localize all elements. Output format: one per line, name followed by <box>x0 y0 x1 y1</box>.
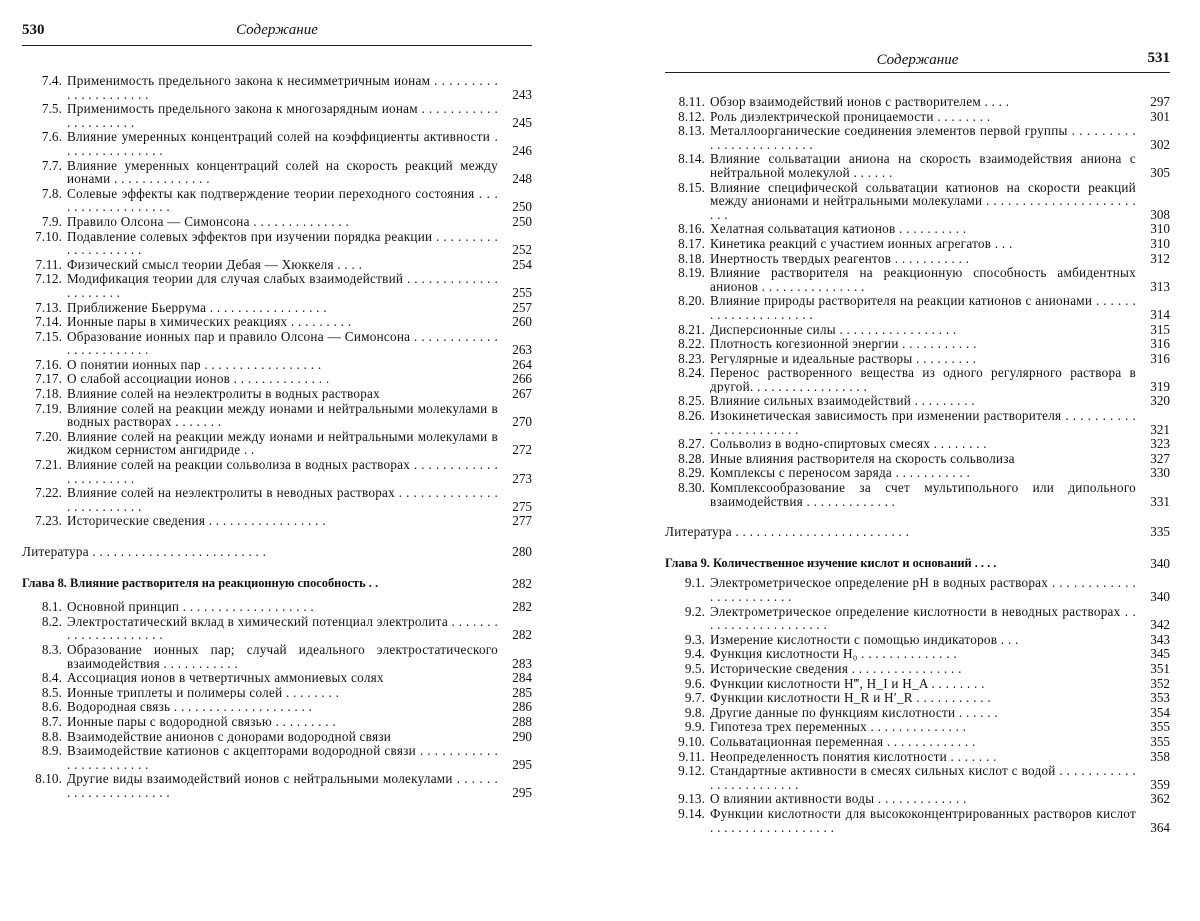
entry-number: 9.8. <box>684 704 705 720</box>
entry-page: 355 <box>1150 719 1170 735</box>
entry-page: 321 <box>1150 421 1170 437</box>
entry-page: 342 <box>1150 617 1170 633</box>
toc-entry <box>22 358 532 372</box>
entry-number: 9.2. <box>684 603 705 619</box>
entry-page: 243 <box>512 86 532 102</box>
entry-number: 7.5. <box>41 101 62 117</box>
toc-entry <box>665 720 1170 734</box>
entry-number: 9.4. <box>684 646 705 662</box>
entry-page: 248 <box>512 171 532 187</box>
entry-page: 320 <box>1150 393 1170 409</box>
header-rule <box>22 45 532 46</box>
toc-entry <box>665 181 1170 222</box>
entry-number: 9.7. <box>684 690 705 706</box>
entry-title: Другие данные по функциям кислотности . . . . . . <box>710 705 998 720</box>
entry-page: 295 <box>512 784 532 800</box>
chapter-title: Глава 9. Количественное изучение кислот и оснований . . . . <box>665 556 997 570</box>
chapter-page: 282 <box>512 575 532 591</box>
entry-title: Обзор взаимодействий ионов с растворителем . . . . <box>710 95 1010 109</box>
toc-entry <box>22 715 532 729</box>
entry-page: 263 <box>512 342 532 358</box>
entry-page: 252 <box>512 242 532 258</box>
entry-number: 7.22. <box>35 485 62 501</box>
entry-page: 285 <box>512 684 532 700</box>
toc-entry <box>665 807 1170 834</box>
toc-entry <box>665 394 1170 408</box>
page-header <box>665 0 1170 68</box>
entry-number: 9.5. <box>684 660 705 676</box>
toc-entry <box>22 74 532 101</box>
entry-page: 250 <box>512 199 532 215</box>
entry-number: 8.12. <box>678 108 705 124</box>
toc-entry <box>22 458 532 485</box>
entry-page: 290 <box>512 728 532 744</box>
entry-title: Ионные пары в химических реакциях . . . . . . . . . <box>67 315 352 329</box>
entry-page: 275 <box>512 498 532 514</box>
entry-number: 7.21. <box>35 457 62 473</box>
toc-entry <box>22 430 532 457</box>
entry-page: 302 <box>1150 136 1170 152</box>
entry-number: 8.21. <box>678 321 705 337</box>
entry-number: 8.30. <box>678 480 705 496</box>
entry-number: 9.6. <box>684 675 705 691</box>
entry-number: 9.3. <box>684 631 705 647</box>
toc-entry <box>22 159 532 186</box>
toc-entry <box>665 764 1170 791</box>
entry-page: 270 <box>512 414 532 430</box>
toc-entry <box>22 514 532 528</box>
right-page <box>665 0 1170 835</box>
toc-entry <box>22 215 532 229</box>
entry-number: 9.10. <box>678 733 705 749</box>
entry-page: 282 <box>512 627 532 643</box>
entry-title: Правило Олсона — Симонсона . . . . . . . . . . . . . . <box>67 214 349 229</box>
left-page <box>22 0 532 800</box>
entry-title: Влияние природы растворителя на реакции катионов с анионами . . . . . . . . . . . . . . . . . . . . . <box>710 294 1136 322</box>
entry-title: О влиянии активности воды . . . . . . . . . . . . . <box>710 792 967 806</box>
entry-title: О понятии ионных пар . . . . . . . . . . . . . . . . . <box>67 357 322 372</box>
entry-title: Исторические сведения . . . . . . . . . . . . . . . . <box>710 661 962 676</box>
entry-title: Взаимодействие анионов с донорами водородной связи <box>67 729 392 744</box>
entry-title: Изокинетическая зависимость при изменении растворителя . . . . . . . . . . . . . . . . . . . . . . . <box>710 409 1136 437</box>
entry-page: 267 <box>512 386 532 402</box>
entry-title: Влияние сильных взаимодействий . . . . . . . . . <box>710 394 975 409</box>
entry-title: Влияние умеренных концентраций солей на коэффициенты активности . . . . . . . . . . . . . . . <box>67 130 498 158</box>
entry-number: 8.3. <box>41 641 62 657</box>
entry-title: Взаимодействие катионов с акцепторами водородной связи . . . . . . . . . . . . . . . . . . . . . . . <box>67 744 498 772</box>
toc-entry <box>665 706 1170 720</box>
entry-number: 8.16. <box>678 221 705 237</box>
toc-entry <box>22 301 532 315</box>
entry-page: 254 <box>512 256 532 272</box>
entry-page: 312 <box>1150 250 1170 266</box>
toc-entry <box>665 124 1170 151</box>
toc-entry <box>22 272 532 299</box>
toc-list <box>665 95 1170 835</box>
entry-page: 288 <box>512 713 532 729</box>
entry-page: 301 <box>1150 108 1170 124</box>
toc-entry <box>22 258 532 272</box>
toc-entry <box>665 222 1170 236</box>
entry-page: 362 <box>1150 791 1170 807</box>
chapter-title: Глава 8. Влияние растворителя на реакционную способность . . <box>22 576 379 590</box>
page-header <box>22 0 532 40</box>
entry-number: 7.12. <box>35 271 62 287</box>
toc-entry <box>22 330 532 357</box>
entry-page: 308 <box>1150 206 1170 222</box>
entry-page: 286 <box>512 699 532 715</box>
entry-page: 343 <box>1150 631 1170 647</box>
entry-title: Применимость предельного закона к несимметричным ионам . . . . . . . . . . . . . . . . . . . . . <box>67 74 498 102</box>
toc-list <box>22 74 532 801</box>
literature-title: Литература . . . . . . . . . . . . . . . . . . . . . . . . . <box>22 545 267 559</box>
entry-title: Ассоциация ионов в четвертичных аммониевых солях <box>67 671 384 685</box>
entry-page: 315 <box>1150 321 1170 337</box>
spacer <box>665 541 1170 557</box>
toc-entry <box>22 671 532 685</box>
entry-page: 330 <box>1150 465 1170 481</box>
entry-title: Металлоорганические соединения элементов первой группы . . . . . . . . . . . . . . . . . . . . . . . . <box>710 124 1136 152</box>
entry-title: Образование ионных пар и правило Олсона — Симонсона . . . . . . . . . . . . . . . . . . . . . . . . <box>67 329 498 357</box>
entry-number: 9.1. <box>684 575 705 591</box>
entry-title: Измерение кислотности с помощью индикаторов . . . <box>710 632 1019 647</box>
toc-entry <box>665 366 1170 393</box>
toc-entry <box>22 643 532 670</box>
entry-title: Функции кислотности H‴, H_I и H_A . . . . . . . . <box>710 676 985 691</box>
entry-page: 245 <box>512 114 532 130</box>
entry-number: 8.20. <box>678 293 705 309</box>
entry-page: 266 <box>512 371 532 387</box>
entry-number: 8.2. <box>41 613 62 629</box>
entry-title: Гипотеза трех переменных . . . . . . . . . . . . . . <box>710 720 967 734</box>
entry-title: Исторические сведения . . . . . . . . . . . . . . . . . <box>67 514 326 528</box>
entry-page: 273 <box>512 470 532 486</box>
literature-entry <box>22 545 532 559</box>
entry-number: 8.10. <box>35 771 62 787</box>
entry-title: Основной принцип . . . . . . . . . . . . . . . . . . . <box>67 600 314 614</box>
toc-entry <box>665 792 1170 806</box>
toc-entry <box>665 481 1170 508</box>
entry-number: 8.24. <box>678 365 705 381</box>
running-title: Содержание <box>876 52 959 68</box>
entry-title: Влияние специфической сольватации катионов на скорости реакций между анионами и нейтральными молекулами . . . . . . . . . . . . . . . . . . . . . . . . <box>710 180 1136 222</box>
entry-title: Другие виды взаимодействий ионов с нейтральными молекулами . . . . . . . . . . . . . . . . . . . . . <box>67 772 498 800</box>
entry-number: 8.5. <box>41 684 62 700</box>
toc-entry <box>665 323 1170 337</box>
entry-page: 257 <box>512 299 532 315</box>
entry-title: Функция кислотности H₀ . . . . . . . . . . . . . . <box>710 647 957 661</box>
entry-title: Комплексы с переносом заряда . . . . . . . . . . . <box>710 466 971 481</box>
toc-entry <box>22 230 532 257</box>
entry-number: 7.19. <box>35 400 62 416</box>
entry-page: 354 <box>1150 704 1170 720</box>
toc-entry <box>665 252 1170 266</box>
entry-number: 9.14. <box>678 805 705 821</box>
spacer <box>22 592 532 600</box>
toc-entry <box>665 662 1170 676</box>
entry-page: 316 <box>1150 350 1170 366</box>
chapter-heading <box>665 557 1170 571</box>
entry-page: 319 <box>1150 378 1170 394</box>
entry-number: 8.11. <box>678 94 705 109</box>
entry-title: Модификация теории для случая слабых взаимодействий . . . . . . . . . . . . . . . . . . . . . <box>67 272 498 300</box>
entry-number: 7.6. <box>41 129 62 145</box>
entry-page: 364 <box>1150 819 1170 835</box>
entry-title: Приближение Бьеррума . . . . . . . . . . . . . . . . . <box>67 300 327 315</box>
toc-entry <box>665 605 1170 632</box>
entry-title: Перенос растворенного вещества из одного регулярного раствора в другой. . . . . . . . . . . . . . . . . <box>710 366 1136 394</box>
entry-number: 7.10. <box>35 228 62 244</box>
entry-title: Дисперсионные силы . . . . . . . . . . . . . . . . . <box>710 322 957 337</box>
entry-number: 8.6. <box>41 699 62 715</box>
entry-page: 340 <box>1150 589 1170 604</box>
literature-title: Литература . . . . . . . . . . . . . . . . . . . . . . . . . <box>665 525 910 539</box>
entry-title: Стандартные активности в смесях сильных кислот с водой . . . . . . . . . . . . . . . . . . . . . . . . <box>710 764 1136 792</box>
spacer <box>22 561 532 577</box>
entry-page: 297 <box>1150 94 1170 109</box>
entry-title: Регулярные и идеальные растворы . . . . . . . . . <box>710 351 977 366</box>
entry-number: 8.15. <box>678 179 705 195</box>
toc-entry <box>22 130 532 157</box>
entry-number: 9.13. <box>678 791 705 807</box>
entry-title: Образование ионных пар; случай идеального электростатического взаимодействия . . . . . . . . . . . <box>67 642 498 671</box>
literature-page: 280 <box>512 544 532 559</box>
entry-number: 9.9. <box>684 719 705 735</box>
toc-entry <box>665 735 1170 749</box>
entry-number: 8.22. <box>678 336 705 352</box>
toc-entry <box>22 744 532 771</box>
entry-title: Влияние солей на неэлектролиты в неводных растворах . . . . . . . . . . . . . . . . . . . . . . . . . <box>67 486 498 514</box>
entry-number: 7.18. <box>35 386 62 402</box>
toc-entry <box>665 466 1170 480</box>
entry-title: Водородная связь . . . . . . . . . . . . . . . . . . . . <box>67 700 313 714</box>
entry-number: 7.16. <box>35 356 62 372</box>
toc-entry <box>665 95 1170 109</box>
entry-title: Электрометрическое определение pH в водных растворах . . . . . . . . . . . . . . . . . . . . . . . . <box>710 576 1136 604</box>
entry-page: 246 <box>512 142 532 158</box>
entry-title: Ионные пары с водородной связью . . . . . . . . . <box>67 714 336 729</box>
entry-title: Влияние солей на реакции между ионами и нейтральными молекулами в жидком сернистом ангидриде . . <box>67 429 498 458</box>
entry-number: 8.26. <box>678 408 705 424</box>
entry-title: Плотность когезионной энергии . . . . . . . . . . . <box>710 337 977 351</box>
toc-entry <box>665 750 1170 764</box>
entry-page: 358 <box>1150 748 1170 764</box>
entry-title: Инертность твердых реагентов . . . . . . . . . . . <box>710 251 970 266</box>
entry-number: 8.1. <box>41 599 62 615</box>
entry-number: 8.8. <box>41 728 62 744</box>
toc-entry <box>665 452 1170 466</box>
page-number: 530 <box>22 22 45 38</box>
entry-title: Неопределенность понятия кислотности . . . . . . . <box>710 749 997 764</box>
entry-title: Электростатический вклад в химический потенциал электролита . . . . . . . . . . . . . . . . . . . . . <box>67 614 498 642</box>
entry-number: 7.15. <box>35 328 62 344</box>
chapter-heading <box>22 577 532 591</box>
entry-title: Сольволиз в водно-спиртовых смесях . . . . . . . . <box>710 437 987 451</box>
toc-entry <box>665 237 1170 251</box>
entry-page: 314 <box>1150 306 1170 322</box>
entry-page: 283 <box>512 655 532 671</box>
entry-title: Физический смысл теории Дебая — Хюккеля . . . . <box>67 257 363 272</box>
spacer <box>665 509 1170 525</box>
entry-title: Влияние умеренных концентраций солей на скорость реакций между ионами . . . . . . . . . . . . . . <box>67 158 498 186</box>
entry-number: 8.25. <box>678 393 705 409</box>
entry-number: 7.14. <box>35 314 62 330</box>
entry-title: Роль диэлектрической проницаемости . . . . . . . . <box>710 109 991 124</box>
toc-entry <box>22 402 532 429</box>
entry-title: О слабой ассоциации ионов . . . . . . . . . . . . . . <box>67 372 330 387</box>
toc-entry <box>665 337 1170 351</box>
entry-page: 353 <box>1150 690 1170 706</box>
entry-page: 284 <box>512 670 532 686</box>
entry-page: 323 <box>1150 436 1170 452</box>
entry-title: Влияние солей на неэлектролиты в водных растворах <box>67 387 381 401</box>
toc-entry <box>665 437 1170 451</box>
entry-number: 7.23. <box>35 513 62 529</box>
entry-title: Электрометрическое определение кислотности в неводных растворах . . . . . . . . . . . . . . . . . . . <box>710 604 1136 632</box>
entry-page: 250 <box>512 213 532 229</box>
chapter-page: 340 <box>1150 555 1170 571</box>
toc-entry <box>665 691 1170 705</box>
entry-page: 352 <box>1150 675 1170 691</box>
entry-number: 8.28. <box>678 450 705 466</box>
entry-title: Сольватационная переменная . . . . . . . . . . . . . <box>710 734 976 749</box>
entry-title: Кинетика реакций с участием ионных агрегатов . . . <box>710 236 1013 251</box>
page-number: 531 <box>1147 50 1170 66</box>
literature-entry <box>665 525 1170 539</box>
toc-entry <box>22 686 532 700</box>
entry-title: Функции кислотности для высококонцентрированных растворов кислот . . . . . . . . . . . . . . . . . . <box>710 806 1136 835</box>
entry-number: 7.13. <box>35 299 62 315</box>
toc-entry <box>665 152 1170 179</box>
entry-page: 272 <box>512 442 532 458</box>
toc-entry <box>665 110 1170 124</box>
entry-number: 8.17. <box>678 235 705 251</box>
entry-title: Влияние солей на реакции между ионами и нейтральными молекулами в водных растворах . . . . . . . <box>67 401 498 429</box>
entry-number: 8.13. <box>678 123 705 139</box>
entry-title: Комплексообразование за счет мультипольного или дипольного взаимодействия . . . . . . . . . . . . . <box>710 481 1136 509</box>
entry-page: 327 <box>1150 450 1170 466</box>
entry-page: 305 <box>1150 164 1170 180</box>
entry-title: Солевые эффекты как подтверждение теории переходного состояния . . . . . . . . . . . . . . . . . . <box>67 186 498 214</box>
toc-entry <box>665 647 1170 661</box>
entry-page: 295 <box>512 756 532 772</box>
toc-entry <box>665 409 1170 436</box>
entry-page: 277 <box>512 513 532 529</box>
toc-entry <box>22 600 532 614</box>
entry-page: 310 <box>1150 221 1170 237</box>
entry-number: 7.4. <box>41 73 62 88</box>
toc-entry <box>22 187 532 214</box>
entry-page: 331 <box>1150 493 1170 509</box>
literature-page: 335 <box>1150 524 1170 540</box>
entry-title: Функции кислотности H_R и H′_R . . . . . . . . . . . <box>710 691 991 705</box>
entry-number: 9.11. <box>678 748 705 764</box>
toc-entry <box>665 266 1170 293</box>
entry-title: Влияние сольватации аниона на скорость взаимодействия аниона с нейтральной молекулой . . . . . . <box>710 152 1136 180</box>
entry-number: 9.12. <box>678 763 705 779</box>
toc-entry <box>22 615 532 642</box>
entry-number: 8.18. <box>678 250 705 266</box>
entry-page: 316 <box>1150 336 1170 352</box>
entry-title: Ионные триплеты и полимеры солей . . . . . . . . <box>67 685 340 700</box>
toc-entry <box>22 372 532 386</box>
toc-entry <box>22 315 532 329</box>
entry-page: 313 <box>1150 278 1170 294</box>
entry-page: 260 <box>512 314 532 330</box>
entry-number: 7.8. <box>41 185 62 201</box>
entry-title: Подавление солевых эффектов при изучении порядка реакции . . . . . . . . . . . . . . . . . . . . <box>67 229 498 257</box>
entry-number: 8.4. <box>41 670 62 686</box>
entry-number: 7.17. <box>35 371 62 387</box>
toc-entry <box>22 730 532 744</box>
entry-title: Иные влияния растворителя на скорость сольволиза <box>710 451 1015 466</box>
entry-number: 8.29. <box>678 465 705 481</box>
entry-page: 282 <box>512 599 532 615</box>
entry-page: 351 <box>1150 660 1170 676</box>
entry-number: 8.27. <box>678 436 705 452</box>
entry-number: 8.7. <box>41 713 62 729</box>
entry-page: 255 <box>512 284 532 300</box>
toc-entry <box>22 700 532 714</box>
toc-entry <box>665 294 1170 321</box>
running-title: Содержание <box>236 22 318 38</box>
entry-number: 7.7. <box>41 157 62 173</box>
toc-entry <box>665 352 1170 366</box>
entry-number: 7.20. <box>35 428 62 444</box>
header-rule <box>665 72 1170 73</box>
toc-entry <box>22 486 532 513</box>
entry-page: 345 <box>1150 646 1170 662</box>
toc-entry <box>22 102 532 129</box>
entry-number: 8.19. <box>678 265 705 281</box>
entry-number: 7.11. <box>35 256 62 272</box>
toc-entry <box>22 772 532 799</box>
entry-page: 359 <box>1150 776 1170 792</box>
entry-number: 8.14. <box>678 151 705 167</box>
entry-title: Влияние солей на реакции сольволиза в водных растворах . . . . . . . . . . . . . . . . . . . . . . <box>67 458 498 486</box>
entry-number: 8.9. <box>41 743 62 759</box>
entry-title: Применимость предельного закона к многозарядным ионам . . . . . . . . . . . . . . . . . . . . . <box>67 102 498 130</box>
toc-entry <box>22 387 532 401</box>
toc-entry <box>665 576 1170 603</box>
toc-entry <box>665 677 1170 691</box>
toc-entry <box>665 633 1170 647</box>
entry-page: 264 <box>512 356 532 372</box>
spacer <box>22 529 532 545</box>
entry-number: 8.23. <box>678 350 705 366</box>
entry-page: 355 <box>1150 733 1170 749</box>
entry-number: 7.9. <box>41 213 62 229</box>
entry-title: Влияние растворителя на реакционную способность амбидентных анионов . . . . . . . . . . . . . . . <box>710 266 1136 294</box>
entry-title: Хелатная сольватация катионов . . . . . . . . . . <box>710 222 967 236</box>
entry-page: 310 <box>1150 235 1170 251</box>
